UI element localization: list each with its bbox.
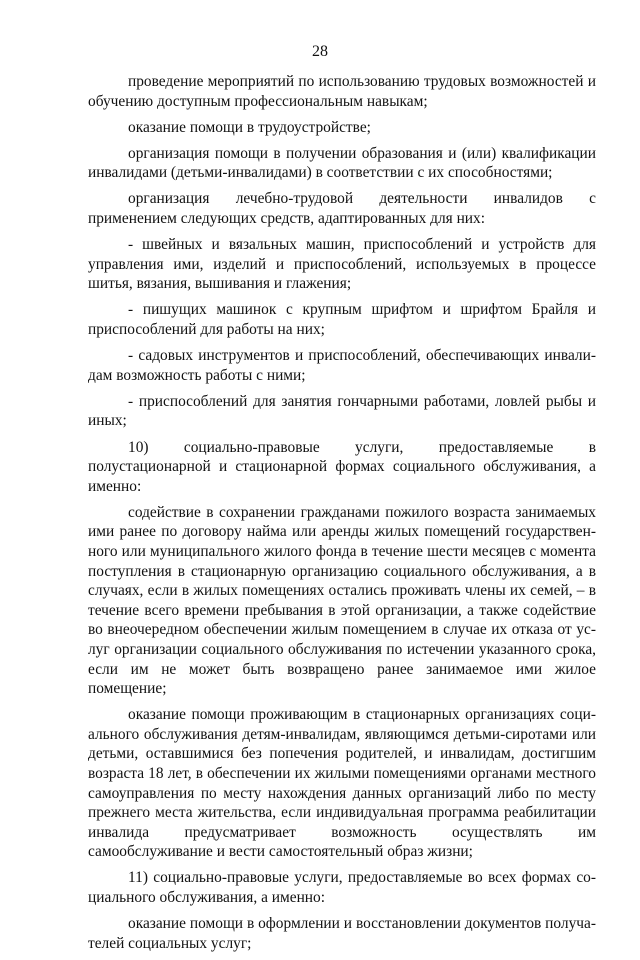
list-item: - пишущих машинок с крупным шрифтом и шрифтом Брайля и приспособлений для работы на них;	[88, 301, 596, 339]
paragraph: содействие в сохранении гражданами пожилого возраста занимаемых ими ранее по договору найма или аренды жилых помещений государственного или муниципального жилого фонда в течение шести месяцев с момента поступления в стационарную организацию социального обслуживания, а в случаях, если в жилых помещениях остались проживать члены их семей, – в течение всего времени пребывания в этой организации, а также содействие во внеочередном обеспечении жилым помещением в случае их отказа от услуг организации социального обслуживания по истечении указанного срока, если им не может быть возвращено ранее занимаемое ими жилое помещение;	[88, 503, 596, 698]
list-item: - швейных и вязальных машин, приспособлений и устройств для управления ими, изделий и приспособлений, используемых в процессе шитья, вязания, вышивания и глажения;	[88, 236, 596, 293]
list-item: - садовых инструментов и приспособлений, обеспечивающих инвалидам возможность работы с ними;	[88, 347, 596, 384]
section-item-10: 10) социально-правовые услуги, предоставляемые в полустационарной и стационарной формах социального обслуживания, а именно:	[88, 438, 596, 495]
paragraph: организация лечебно-трудовой деятельности инвалидов с применением следующих средств, адаптированных для них:	[88, 190, 596, 228]
paragraph: оказание помощи в оформлении и восстановлении документов получателей социальных услуг;	[88, 915, 596, 952]
section-item-11: 11) социально-правовые услуги, предоставляемые во всех формах социального обслуживания, а именно:	[88, 869, 596, 907]
list-item: - приспособлений для занятия гончарными работами, ловлей рыбы и иных;	[88, 392, 596, 430]
paragraph: оказание помощи проживающим в стационарных организациях социального обслуживания детям-инвалидам, являющимся детьми-сиротами или детьми, оставшимися без попечения родителей, и инвалидам, достигшим возраста 18 лет, в обеспечении их жилыми помещениями органами местного самоуправления по месту нахождения данных организаций либо по месту прежнего места жительства, если индивидуальная программа реабилитации инвалида предусматривает возможность осуществлять им самообслуживание и вести самостоятельный образ жизни;	[88, 706, 596, 861]
paragraph: оказание помощи в трудоустройстве;	[128, 118, 371, 136]
paragraph: организация помощи в получении образования и (или) квалификации инвалидами (детьми-инвалидами) в соответствии с их способностями;	[88, 144, 596, 182]
document-body	[88, 72, 596, 960]
paragraph: проведение мероприятий по использованию трудовых возможностей и обучению доступным профессиональным навыкам;	[88, 73, 596, 110]
page-number: 28	[312, 43, 328, 60]
